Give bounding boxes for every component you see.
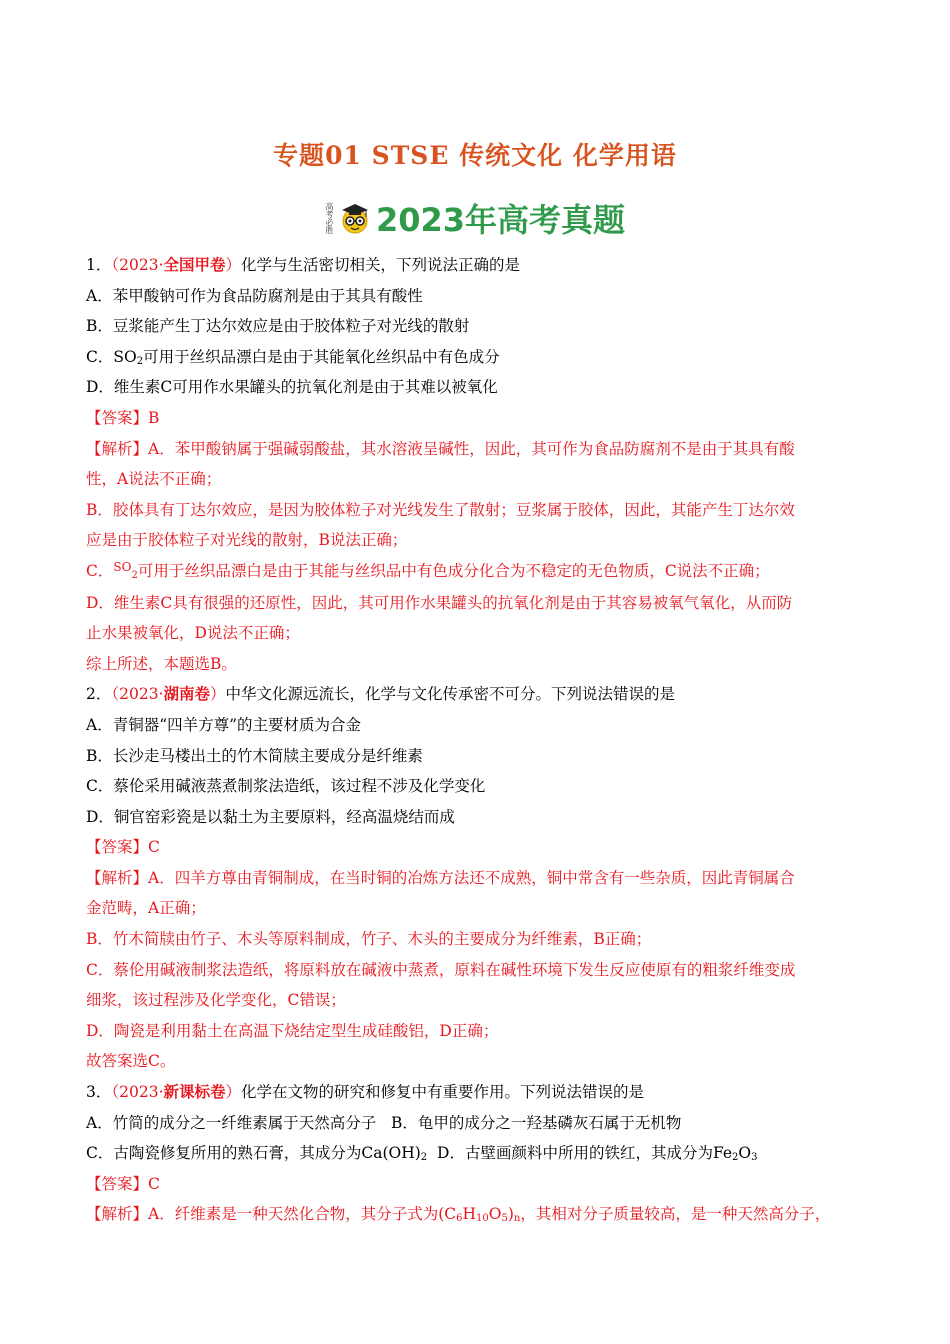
explanation-line: D．陶瓷是利用黏土在高温下烧结定型生成硅酸铝，D正确； <box>86 1021 499 1040</box>
explanation-line: 应是由于胶体粒子对光线的散射，B说法正确； <box>86 531 408 550</box>
question-text: 化学与生活密切相关，下列说法正确的是 <box>241 256 521 274</box>
explanation-line: D．维生素C具有很强的还原性，因此，其可用作水果罐头的抗氧化剂是由于其容易被氧气氧化，从而防 <box>86 593 793 612</box>
explanation-line: B．竹木简牍由竹子、木头等原料制成，竹子、木头的主要成分为纤维素，B正确； <box>86 930 652 949</box>
explanation-summary: 综上所述，本题选B。 <box>86 654 237 673</box>
explanation-line: 细浆，该过程涉及化学变化，C错误； <box>86 991 346 1010</box>
options-ab <box>86 1108 866 1139</box>
answer-line: 【答案】C <box>86 838 160 857</box>
question-2-stem <box>86 679 866 710</box>
option-c: C．古陶瓷修复所用的熟石膏，其成分为$Ca(OH)_2$ <box>86 1144 428 1164</box>
question-number: 2． <box>86 685 112 704</box>
question-number: 3． <box>86 1083 112 1102</box>
question-text: 化学在文物的研究和修复中有重要作用。下列说法错误的是 <box>241 1083 645 1102</box>
option-d: D．维生素C可用作水果罐头的抗氧化剂是由于其难以被氧化 <box>86 378 498 397</box>
option-d: D．铜官窑彩瓷是以黏土为主要原料，经高温烧结而成 <box>86 807 455 826</box>
graduate-mascot-icon <box>338 201 372 235</box>
explanation-line: 止水果被氧化，D说法不正确； <box>86 624 300 643</box>
banner-side-text: 高考必胜 <box>324 202 334 234</box>
question-text: 中华文化源远流长，化学与文化传承密不可分。下列说法错误的是 <box>225 685 676 704</box>
option-a: A．青铜器“四羊方尊”的主要材质为合金 <box>86 715 362 734</box>
answer-line: 【答案】B <box>86 408 160 427</box>
option-d: D．古壁画颜料中所用的铁红，其成分为$Fe_2O_3$ <box>437 1144 758 1164</box>
banner-text: 2023年高考真题 <box>375 201 626 239</box>
option-c: C．蔡伦采用碱液蒸煮制浆法造纸，该过程不涉及化学变化 <box>86 777 486 796</box>
option-b: B．长沙走马楼出土的竹木简牍主要成分是纤维素 <box>86 746 423 765</box>
option-b: B．豆浆能产生丁达尔效应是由于胶体粒子对光线的散射 <box>86 317 470 336</box>
explanation-line: 性，A说法不正确； <box>86 470 222 489</box>
question-3-stem <box>86 1077 866 1108</box>
explanation-line: 【解析】A．四羊方尊由青铜制成，在当时铜的冶炼方法还不成熟，铜中常含有一些杂质，因此青铜属合 <box>86 868 795 887</box>
question-source: （2023·全国甲卷） <box>111 255 242 274</box>
section-banner <box>0 194 950 242</box>
explanation-line: 【解析】A．苯甲酸钠属于强碱弱酸盐，其水溶液呈碱性，因此，其可作为食品防腐剂不是由于其具有酸 <box>86 439 795 458</box>
option-a: A．苯甲酸钠可作为食品防腐剂是由于其具有酸性 <box>86 286 423 305</box>
question-source: （2023·湖南卷） <box>111 684 226 704</box>
explanation-summary: 故答案选C。 <box>86 1052 176 1071</box>
question-source: （2023·新课标卷） <box>111 1082 242 1102</box>
options-cd <box>86 1138 866 1169</box>
explanation-line: C．蔡伦用碱液制浆法造纸，将原料放在碱液中蒸煮，原料在碱性环境下发生反应使原有的粗浆纤维变成 <box>86 960 796 979</box>
page-title: 专题01 STSE 传统文化 化学用语 <box>273 141 677 170</box>
question-number: 1． <box>86 256 112 274</box>
answer-line: 【答案】C <box>86 1174 160 1193</box>
option-a: A．竹简的成分之一纤维素属于天然高分子 <box>86 1113 377 1132</box>
questions <box>86 250 866 1230</box>
question-1-stem <box>86 250 866 281</box>
explanation-line: C．$^{SO}_2$可用于丝织品漂白是由于其能与丝织品中有色成分化合为不稳定的无色物质，C说法不正确； <box>86 559 770 581</box>
explanation-line: B．胶体具有丁达尔效应，是因为胶体粒子对光线发生了散射；豆浆属于胶体，因此，其能产生丁达尔效 <box>86 500 795 519</box>
explanation-line: 【解析】A．纤维素是一种天然化合物，其分子式为$(C_6H_{10}O_5)_n$，其相对分子质量较高，是一种天然高分子， <box>86 1205 831 1225</box>
explanation-line: 金范畴，A正确； <box>86 899 206 918</box>
option-b: B．龟甲的成分之一羟基磷灰石属于无机物 <box>390 1113 682 1132</box>
option-c: C．$SO_2$可用于丝织品漂白是由于其能氧化丝织品中有色成分 <box>86 347 500 367</box>
